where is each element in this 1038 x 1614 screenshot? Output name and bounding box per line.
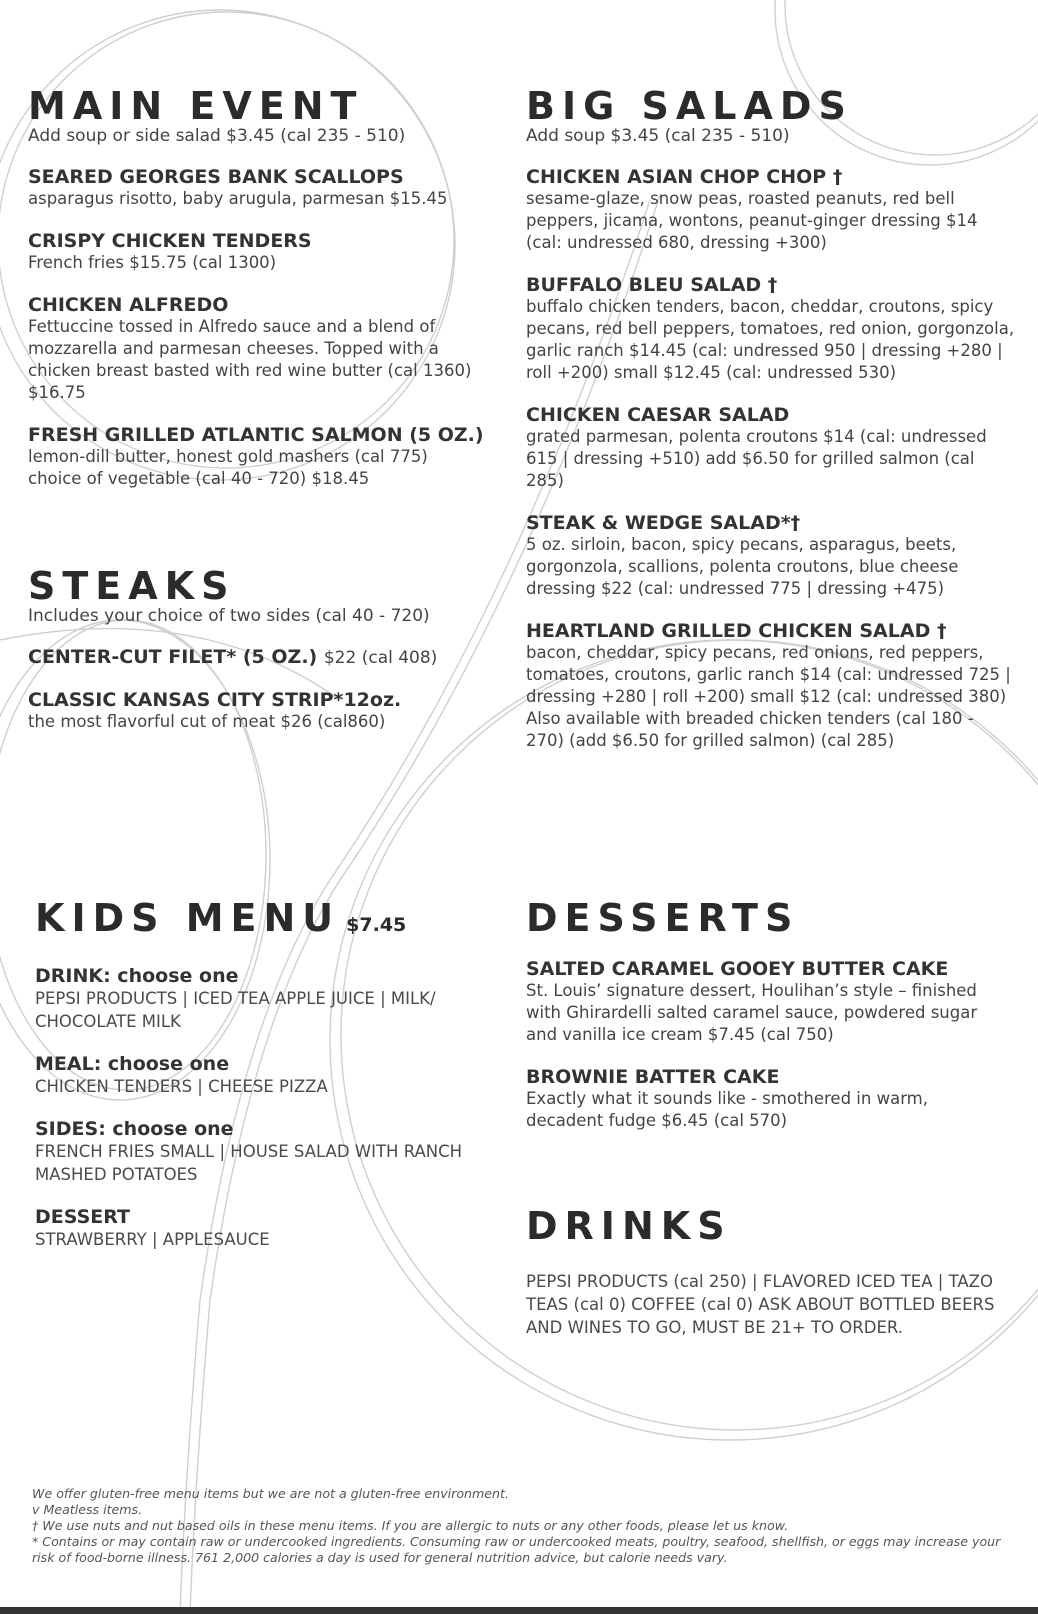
kids-menu-price: $7.45 xyxy=(346,914,407,936)
footer-line: * Contains or may contain raw or undercooked ingredients. Consuming raw or undercooked meats, poultry, seafood, shellfish, or eggs may increase your risk of food-borne illness. 761 2,000 calories a day is used for general nutrition advice, but calorie needs vary. xyxy=(32,1534,1001,1565)
main-event-title: MAIN EVENT xyxy=(28,84,364,128)
menu-item xyxy=(526,512,1016,600)
item-name: CLASSIC KANSAS CITY STRIP*12oz. xyxy=(28,689,402,711)
footer-disclaimer xyxy=(32,1486,1022,1566)
big-salads-section xyxy=(526,86,1016,752)
bottom-bar xyxy=(0,1607,1038,1614)
item-description: buffalo chicken tenders, bacon, cheddar, croutons, spicy pecans, red bell peppers, tomatoes, red onion, gorgonzola, garlic ranch $14.45 (cal: undressed 950 | dressing +280 | roll +200) small $12.45 (cal: undressed 530) xyxy=(526,297,1015,382)
item-name: SIDES: choose one xyxy=(35,1118,234,1140)
item-description: asparagus risotto, baby arugula, parmesan $15.45 xyxy=(28,189,448,208)
menu-item xyxy=(526,404,1016,492)
footer-line: We offer gluten-free menu items but we are not a gluten-free environment. xyxy=(32,1486,509,1501)
item-name: HEARTLAND GRILLED CHICKEN SALAD † xyxy=(526,620,947,642)
menu-item xyxy=(526,958,1006,1046)
item-description: Exactly what it sounds like - smothered in warm, decadent fudge $6.45 (cal 570) xyxy=(526,1089,929,1130)
menu-item xyxy=(28,230,508,274)
item-description: STRAWBERRY | APPLESAUCE xyxy=(35,1230,270,1249)
item-price: $22 (cal 408) xyxy=(323,648,438,668)
menu-item xyxy=(28,689,508,733)
item-description: Fettuccine tossed in Alfredo sauce and a blend of mozzarella and parmesan cheeses. Topped with a chicken breast basted with red wine butter (cal 1360) $16.75 xyxy=(28,317,472,402)
item-name xyxy=(28,646,508,669)
item-name: CRISPY CHICKEN TENDERS xyxy=(28,230,312,252)
menu-item xyxy=(28,424,508,490)
desserts-title: DESSERTS xyxy=(526,896,800,940)
item-name: SALTED CARAMEL GOOEY BUTTER CAKE xyxy=(526,958,949,980)
menu-item xyxy=(526,274,1016,384)
menu-item xyxy=(526,620,1016,752)
item-description: French fries $15.75 (cal 1300) xyxy=(28,253,277,272)
drinks-section xyxy=(526,1206,1006,1339)
drinks-description: PEPSI PRODUCTS (cal 250) | FLAVORED ICED TEA | TAZO TEAS (cal 0) COFFEE (cal 0) ASK ABOUT BOTTLED BEERS AND WINES TO GO, MUST BE 21+ TO ORDER. xyxy=(526,1272,995,1337)
footer-line: † We use nuts and nut based oils in these menu items. If you are allergic to nuts or any other foods, please let us know. xyxy=(32,1518,789,1533)
main-event-section xyxy=(28,86,508,490)
item-description: 5 oz. sirloin, bacon, spicy pecans, asparagus, beets, gorgonzola, scallions, polenta croutons, blue cheese dressing $22 (cal: undressed 775 | dressing +475) xyxy=(526,535,959,598)
item-name: MEAL: choose one xyxy=(35,1053,230,1075)
item-name: BROWNIE BATTER CAKE xyxy=(526,1066,780,1088)
item-name: BUFFALO BLEU SALAD † xyxy=(526,274,778,296)
menu-item xyxy=(526,1066,1006,1132)
item-name-text: CENTER-CUT FILET* (5 OZ.) xyxy=(28,646,318,668)
desserts-section xyxy=(526,898,1006,1132)
item-name: SEARED GEORGES BANK SCALLOPS xyxy=(28,166,404,188)
item-name: CHICKEN ASIAN CHOP CHOP † xyxy=(526,166,843,188)
item-name: FRESH GRILLED ATLANTIC SALMON (5 OZ.) xyxy=(28,424,484,446)
kids-menu-title xyxy=(35,898,505,945)
item-name: DRINK: choose one xyxy=(35,965,239,987)
item-name: STEAK & WEDGE SALAD*† xyxy=(526,512,801,534)
big-salads-title: BIG SALADS xyxy=(526,84,853,128)
steaks-title: STEAKS xyxy=(28,564,236,608)
item-name: CHICKEN ALFREDO xyxy=(28,294,229,316)
item-description: lemon-dill butter, honest gold mashers (cal 775) choice of vegetable (cal 40 - 720) $18.45 xyxy=(28,447,428,488)
item-description: the most flavorful cut of meat $26 (cal860) xyxy=(28,712,386,731)
steaks-subtitle: Includes your choice of two sides (cal 40 - 720) xyxy=(28,606,430,626)
kids-menu-section xyxy=(35,898,505,1251)
kids-menu-item xyxy=(35,965,505,1033)
main-event-subtitle: Add soup or side salad $3.45 (cal 235 - 510) xyxy=(28,126,406,146)
drinks-title: DRINKS xyxy=(526,1204,732,1248)
item-name: DESSERT xyxy=(35,1206,130,1228)
menu-item xyxy=(28,646,508,669)
menu-item xyxy=(28,294,508,404)
steaks-section xyxy=(28,566,508,733)
item-description: FRENCH FRIES SMALL | HOUSE SALAD WITH RANCH MASHED POTATOES xyxy=(35,1142,463,1184)
menu-item xyxy=(526,166,1016,254)
item-name: CHICKEN CAESAR SALAD xyxy=(526,404,790,426)
item-description: St. Louis’ signature dessert, Houlihan’s style – finished with Ghirardelli salted caramel sauce, powdered sugar and vanilla ice cream $7.45 (cal 750) xyxy=(526,981,978,1044)
item-description: sesame-glaze, snow peas, roasted peanuts, red bell peppers, jicama, wontons, peanut-ginger dressing $14 (cal: undressed 680, dressing +300) xyxy=(526,189,978,252)
big-salads-subtitle: Add soup $3.45 (cal 235 - 510) xyxy=(526,126,790,146)
item-description: CHICKEN TENDERS | CHEESE PIZZA xyxy=(35,1077,328,1096)
item-description: PEPSI PRODUCTS | ICED TEA APPLE JUICE | MILK/ CHOCOLATE MILK xyxy=(35,989,436,1031)
kids-menu-item xyxy=(35,1118,505,1186)
item-description: grated parmesan, polenta croutons $14 (cal: undressed 615 | dressing +510) add $6.50 for grilled salmon (cal 285) xyxy=(526,427,987,490)
kids-menu-title-text: KIDS MENU xyxy=(35,896,341,940)
menu-item xyxy=(28,166,508,210)
footer-line: v Meatless items. xyxy=(32,1502,143,1517)
item-description: bacon, cheddar, spicy pecans, red onions, red peppers, tomatoes, croutons, garlic ranch $14 (cal: undressed 725 | dressing +280 | roll +200) small $12 (cal: undressed 380) Also available with breaded chicken tenders (cal 180 - 270) (add $6.50 for grilled salmon) (cal 285) xyxy=(526,643,1011,750)
kids-menu-item xyxy=(35,1206,505,1251)
kids-menu-item xyxy=(35,1053,505,1098)
